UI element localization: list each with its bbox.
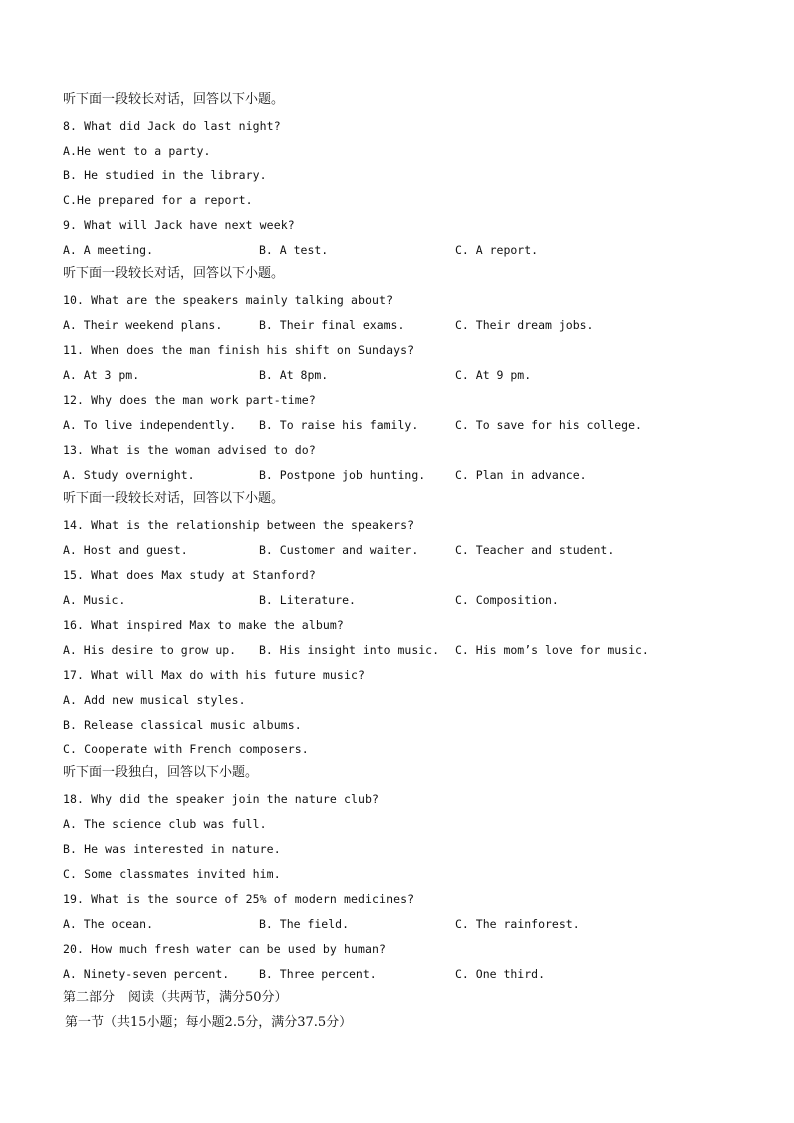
question-16-option-b: B. His insight into music.	[259, 643, 440, 657]
question-14-stem: 14. What is the relationship between the speakers?	[63, 518, 415, 532]
question-17-option-b: B. Release classical music albums.	[63, 718, 302, 732]
section-intro: 听下面一段较长对话，回答以下小题。	[63, 92, 285, 107]
question-18-option-c: C. Some classmates invited him.	[63, 867, 281, 881]
question-15-option-a: A. Music.	[63, 593, 126, 607]
question-11-option-c: C. At 9 pm.	[455, 368, 532, 382]
question-12-stem: 12. Why does the man work part-time?	[63, 393, 316, 407]
question-13-option-b: B. Postpone job hunting.	[259, 468, 426, 482]
question-11-option-b: B. At 8pm.	[259, 368, 329, 382]
question-15-option-b: B. Literature.	[259, 593, 356, 607]
question-8-stem: 8. What did Jack do last night?	[63, 119, 281, 133]
section-one-heading: 第一节（共15小题；每小题2.5分，满分37.5分）	[65, 1015, 353, 1030]
question-9-stem: 9. What will Jack have next week?	[63, 218, 295, 232]
question-15-option-c: C. Composition.	[455, 593, 559, 607]
question-14-option-c: C. Teacher and student.	[455, 543, 615, 557]
part-two-heading: 第二部分 阅读（共两节，满分50分）	[63, 990, 288, 1005]
section-intro: 听下面一段较长对话，回答以下小题。	[63, 266, 285, 281]
question-18-stem: 18. Why did the speaker join the nature club?	[63, 792, 380, 806]
question-10-option-a: A. Their weekend plans.	[63, 318, 223, 332]
question-18-option-a: A. The science club was full.	[63, 817, 267, 831]
question-15-stem: 15. What does Max study at Stanford?	[63, 568, 316, 582]
question-16-stem: 16. What inspired Max to make the album?	[63, 618, 344, 632]
question-11-option-a: A. At 3 pm.	[63, 368, 140, 382]
question-20-option-c: C. One third.	[455, 967, 546, 981]
question-20-option-a: A. Ninety-seven percent.	[63, 967, 230, 981]
question-13-option-c: C. Plan in advance.	[455, 468, 587, 482]
question-8-option-b: B. He studied in the library.	[63, 168, 267, 182]
question-13-stem: 13. What is the woman advised to do?	[63, 443, 316, 457]
question-17-option-a: A. Add new musical styles.	[63, 693, 246, 707]
section-intro: 听下面一段较长对话，回答以下小题。	[63, 491, 285, 506]
question-8-option-c: C.He prepared for a report.	[63, 193, 253, 207]
question-8-option-a: A.He went to a party.	[63, 144, 211, 158]
question-12-option-a: A. To live independently.	[63, 418, 237, 432]
question-19-option-b: B. The field.	[259, 917, 350, 931]
question-16-option-a: A. His desire to grow up.	[63, 643, 237, 657]
question-17-stem: 17. What will Max do with his future music?	[63, 668, 366, 682]
question-19-option-c: C. The rainforest.	[455, 917, 580, 931]
question-20-option-b: B. Three percent.	[259, 967, 377, 981]
question-10-stem: 10. What are the speakers mainly talking about?	[63, 293, 394, 307]
question-9-option-a: A. A meeting.	[63, 243, 154, 257]
question-9-option-b: B. A test.	[259, 243, 329, 257]
question-13-option-a: A. Study overnight.	[63, 468, 195, 482]
question-14-option-a: A. Host and guest.	[63, 543, 188, 557]
question-12-option-b: B. To raise his family.	[259, 418, 419, 432]
question-10-option-c: C. Their dream jobs.	[455, 318, 594, 332]
question-11-stem: 11. When does the man finish his shift on Sundays?	[63, 343, 415, 357]
question-19-stem: 19. What is the source of 25% of modern medicines?	[63, 892, 415, 906]
question-10-option-b: B. Their final exams.	[259, 318, 405, 332]
question-12-option-c: C. To save for his college.	[455, 418, 642, 432]
question-20-stem: 20. How much fresh water can be used by human?	[63, 942, 387, 956]
section-intro: 听下面一段独白，回答以下小题。	[63, 765, 259, 780]
question-16-option-c: C. His mom’s love for music.	[455, 643, 649, 657]
question-9-option-c: C. A report.	[455, 243, 539, 257]
question-17-option-c: C. Cooperate with French composers.	[63, 742, 309, 756]
question-18-option-b: B. He was interested in nature.	[63, 842, 281, 856]
question-14-option-b: B. Customer and waiter.	[259, 543, 419, 557]
question-19-option-a: A. The ocean.	[63, 917, 154, 931]
